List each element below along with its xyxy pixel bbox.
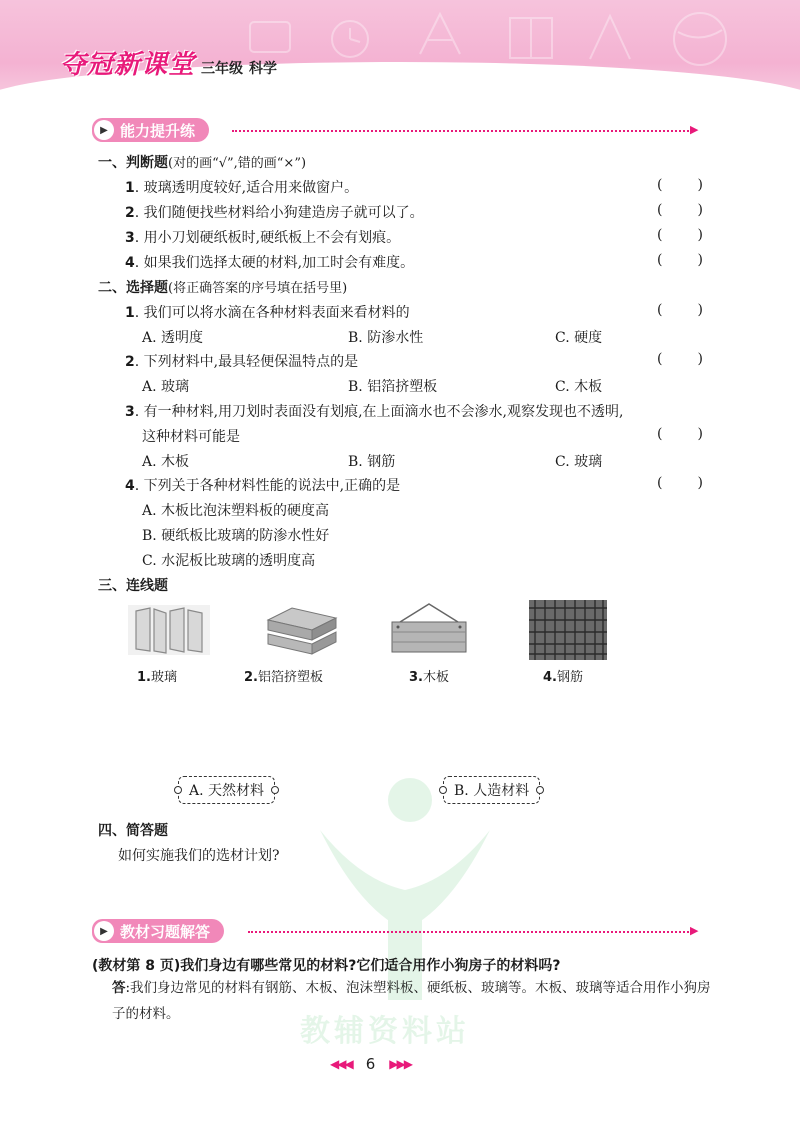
next-arrows-icon: ▶▶▶: [389, 1057, 411, 1071]
answer-paren[interactable]: [657, 302, 703, 318]
option-a[interactable]: A. 玻璃: [142, 379, 190, 395]
answer-paren[interactable]: [657, 475, 703, 491]
paren-close: ): [697, 302, 703, 318]
caption-number: 3.: [409, 670, 423, 685]
q2-item: [125, 401, 623, 421]
section-pill: [92, 118, 209, 142]
item-number: 4: [125, 478, 135, 494]
picture-caption: [409, 666, 449, 685]
item-number: 1: [125, 180, 135, 196]
q1-heading-text: 一、判断题: [98, 155, 168, 171]
item-number: 2: [125, 205, 135, 221]
item-text: . 有一种材料,用刀划时表面没有划痕,在上面滴水也不会渗水,观察发现也不透明,: [134, 404, 624, 420]
option-a[interactable]: A. 木板比泡沫塑料板的硬度高: [142, 503, 330, 519]
dotted-rule: [248, 931, 692, 933]
paren-close: ): [697, 351, 703, 367]
answer-paren[interactable]: [657, 177, 703, 193]
paren-open: (: [657, 302, 663, 318]
item-text: . 下列材料中,最具轻便保温特点的是: [134, 354, 359, 370]
caption-number: 2.: [244, 670, 258, 685]
rebar-image: [529, 600, 607, 660]
q1-note: (对的画“√”,错的画“×”): [168, 156, 307, 171]
section-title: 能力提升练: [120, 121, 196, 140]
caption-label: 木板: [422, 670, 449, 685]
option-c[interactable]: C. 硬度: [555, 330, 603, 346]
play-icon: ▶: [94, 921, 114, 941]
tag-artificial-material[interactable]: B. 人造材料: [443, 776, 540, 804]
answer-text: :我们身边常见的材料有钢筋、木板、泡沫塑料板、硬纸板、玻璃等。木板、玻璃等适合用作小狗房子的材料。: [112, 980, 711, 1022]
option-b[interactable]: B. 钢筋: [348, 454, 396, 470]
prev-arrows-icon: ◀◀◀: [330, 1057, 352, 1071]
paren-close: ): [697, 177, 703, 193]
q2-item-continued: 这种材料可能是: [142, 429, 240, 445]
q2-heading-text: 二、选择题: [98, 280, 168, 296]
subject-label: 科学: [249, 61, 278, 77]
brand-name: 夺冠新课堂: [60, 50, 196, 80]
option-c[interactable]: C. 水泥板比玻璃的透明度高: [142, 553, 316, 569]
q2-item: [125, 351, 358, 371]
page-header: [0, 0, 800, 105]
q3-heading: 三、连线题: [98, 578, 168, 594]
option-c[interactable]: C. 玻璃: [555, 454, 603, 470]
paren-open: (: [657, 426, 663, 442]
section-bar-textbook: [92, 918, 224, 944]
grade-label: 三年级: [201, 61, 244, 77]
answer-paren[interactable]: [657, 252, 703, 268]
option-b[interactable]: B. 硬纸板比玻璃的防渗水性好: [142, 528, 330, 544]
q2-item: [125, 475, 400, 495]
option-b[interactable]: B. 防渗水性: [348, 330, 424, 346]
paren-close: ): [697, 475, 703, 491]
option-a[interactable]: A. 木板: [142, 454, 190, 470]
wood-board-image: [386, 600, 472, 656]
glass-image: [128, 605, 210, 655]
item-text: . 如果我们选择太硬的材料,加工时会有难度。: [134, 255, 415, 271]
item-number: 2: [125, 354, 135, 370]
q1-item: [125, 227, 400, 247]
section-bar-ability: [92, 117, 209, 143]
paren-close: ): [697, 227, 703, 243]
tag-natural-material[interactable]: A. 天然材料: [178, 776, 275, 804]
paren-close: ): [697, 252, 703, 268]
item-text: . 用小刀划硬纸板时,硬纸板上不会有划痕。: [134, 230, 401, 246]
item-number: 1: [125, 305, 135, 321]
caption-label: 玻璃: [150, 670, 177, 685]
paren-open: (: [657, 177, 663, 193]
caption-label: 铝箔挤塑板: [257, 670, 323, 685]
q4-heading: 四、简答题: [98, 823, 168, 839]
arrow-right-icon: ▶: [690, 123, 699, 136]
play-icon: ▶: [94, 120, 114, 140]
q4-question: 如何实施我们的选材计划?: [118, 848, 280, 864]
caption-label: 钢筋: [556, 670, 583, 685]
option-a[interactable]: A. 透明度: [142, 330, 204, 346]
paren-close: ): [697, 426, 703, 442]
page-footer: [330, 1055, 411, 1073]
option-c[interactable]: C. 木板: [555, 379, 603, 395]
item-text: . 我们可以将水滴在各种材料表面来看材料的: [134, 305, 410, 321]
item-number: 3: [125, 230, 135, 246]
item-number: 3: [125, 404, 135, 420]
paren-open: (: [657, 252, 663, 268]
paren-close: ): [697, 202, 703, 218]
item-number: 4: [125, 255, 135, 271]
picture-caption: [244, 666, 323, 685]
answer-paren[interactable]: [657, 351, 703, 367]
q2-heading: [98, 277, 347, 297]
item-text: . 玻璃透明度较好,适合用来做窗户。: [134, 180, 359, 196]
caption-number: 4.: [543, 670, 557, 685]
paren-open: (: [657, 227, 663, 243]
item-text: . 下列关于各种材料性能的说法中,正确的是: [134, 478, 401, 494]
section-title: 教材习题解答: [120, 922, 211, 941]
arrow-right-icon: ▶: [690, 924, 699, 937]
q1-item: [125, 202, 424, 222]
answer-paren[interactable]: [657, 202, 703, 218]
option-b[interactable]: B. 铝箔挤塑板: [348, 379, 438, 395]
dotted-rule: [232, 130, 692, 132]
item-text: . 我们随便找些材料给小狗建造房子就可以了。: [134, 205, 424, 221]
brand: [60, 44, 277, 81]
textbook-question: (教材第 8 页)我们身边有哪些常见的材料?它们适合用作小狗房子的材料吗?: [92, 958, 561, 974]
foam-board-image: [262, 604, 340, 656]
q2-note: (将正确答案的序号填在括号里): [168, 281, 348, 296]
caption-number: 1.: [137, 670, 151, 685]
q1-item: [125, 177, 358, 197]
q1-heading: [98, 152, 306, 172]
section-pill: [92, 919, 224, 943]
paren-open: (: [657, 351, 663, 367]
picture-caption: [543, 666, 583, 685]
paren-open: (: [657, 475, 663, 491]
answer-label: 答: [112, 980, 126, 996]
picture-caption: [137, 666, 177, 685]
q1-item: [125, 252, 414, 272]
watermark-text: 教辅资料站: [300, 1014, 470, 1049]
page-number: 6: [365, 1055, 376, 1073]
q2-item: [125, 302, 410, 322]
answer-paren[interactable]: [657, 227, 703, 243]
answer-paren[interactable]: [657, 426, 703, 442]
paren-open: (: [657, 202, 663, 218]
